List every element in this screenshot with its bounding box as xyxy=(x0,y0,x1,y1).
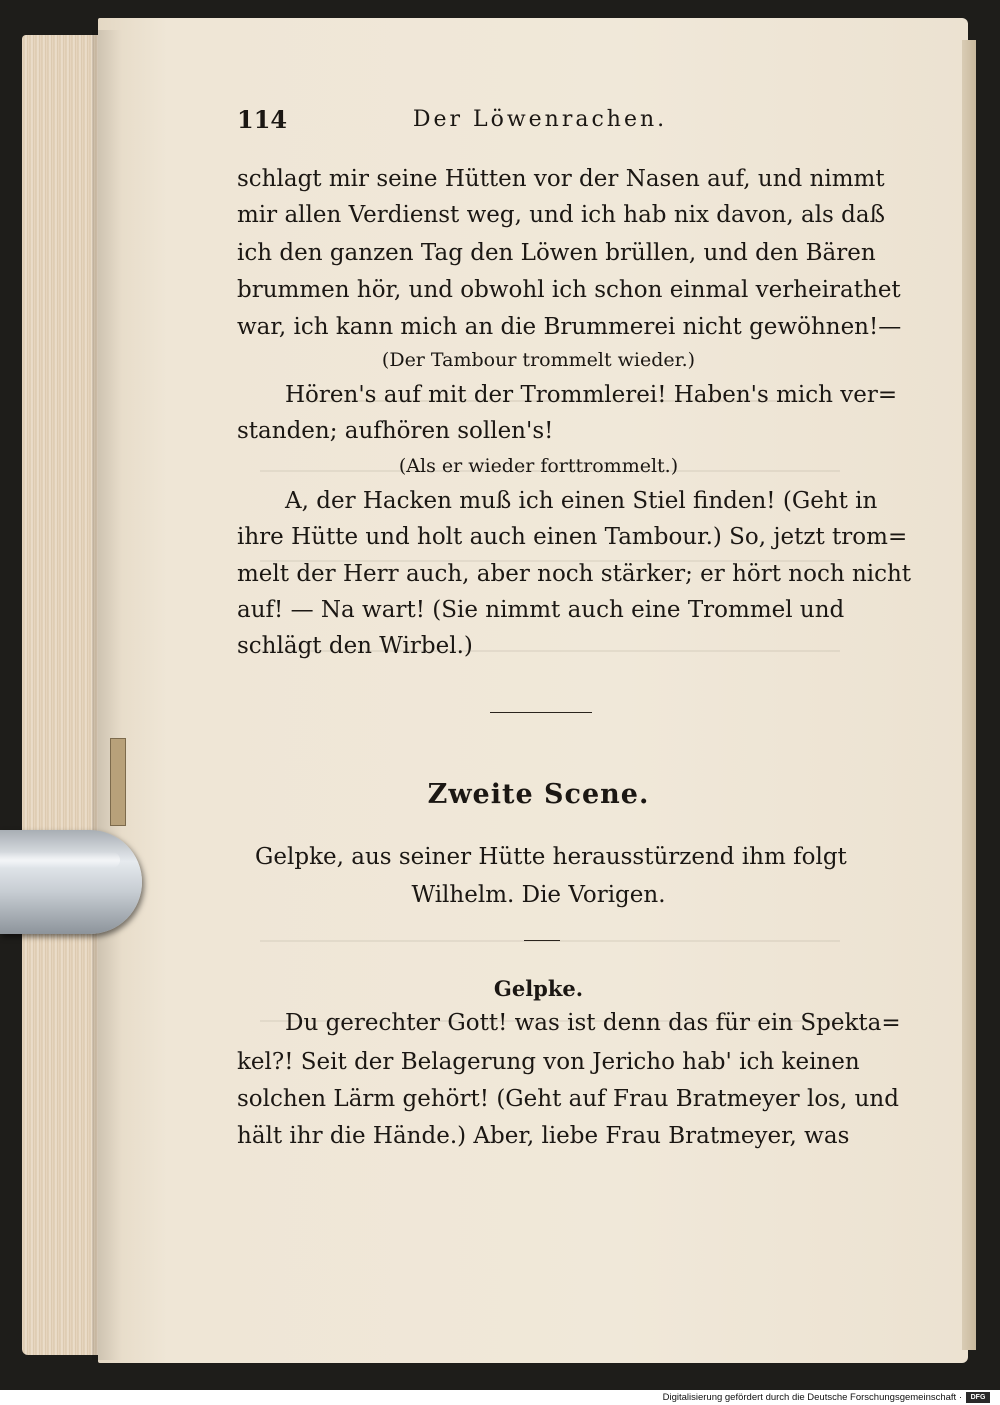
stage-direction: (Der Tambour trommelt wieder.) xyxy=(381,349,696,371)
text-line: schlägt den Wirbel.) xyxy=(237,633,473,659)
book-clip-highlight xyxy=(0,852,120,868)
text-line: brummen hör, und obwohl ich schon einmal verheirathet xyxy=(237,277,901,303)
dfg-logo: DFG xyxy=(966,1392,990,1403)
scene-description: Gelpke, aus seiner Hütte herausstürzend ihm folgt xyxy=(255,844,847,870)
running-head: Der Löwenrachen. xyxy=(412,107,668,132)
bookmark-tab xyxy=(110,738,126,826)
text-line: Hören's auf mit der Trommlerei! Haben's mich ver= xyxy=(285,382,898,408)
text-line: war, ich kann mich an die Brummerei nicht gewöhnen!— xyxy=(237,314,902,340)
scene-description: Wilhelm. Die Vorigen. xyxy=(411,882,666,908)
text-line: ihre Hütte und holt auch einen Tambour.) So, jetzt trom= xyxy=(237,524,908,550)
section-divider xyxy=(490,712,592,713)
page-number: 114 xyxy=(237,105,288,134)
text-line: standen; aufhören sollen's! xyxy=(237,418,554,444)
text-line: A, der Hacken muß ich einen Stiel finden! (Geht in xyxy=(285,488,878,514)
text-line: melt der Herr auch, aber noch stärker; er hört noch nicht xyxy=(237,561,912,587)
text-line: schlagt mir seine Hütten vor der Nasen auf, und nimmt xyxy=(237,166,885,192)
text-line: ich den ganzen Tag den Löwen brüllen, und den Bären xyxy=(237,240,876,266)
text-line: hält ihr die Hände.) Aber, liebe Frau Bratmeyer, was xyxy=(237,1123,850,1149)
text-line: auf! — Na wart! (Sie nimmt auch eine Trommel und xyxy=(237,597,845,623)
text-line: mir allen Verdienst weg, und ich hab nix davon, als daß xyxy=(237,202,885,228)
character-heading: Gelpke. xyxy=(493,976,584,1001)
footer-credit: Digitalisierung gefördert durch die Deutsche Forschungsgemeinschaft · xyxy=(662,1392,962,1403)
stage-direction: (Als er wieder forttrommelt.) xyxy=(398,455,679,477)
next-page-edge xyxy=(962,40,976,1350)
text-line: kel?! Seit der Belagerung von Jericho hab' ich keinen xyxy=(237,1049,860,1075)
text-line: Du gerechter Gott! was ist denn das für ein Spekta= xyxy=(285,1010,901,1036)
gutter-shadow xyxy=(92,30,122,1360)
section-divider xyxy=(524,940,560,941)
scene-title: Zweite Scene. xyxy=(427,779,650,810)
book-clip xyxy=(0,830,142,934)
text-line: solchen Lärm gehört! (Geht auf Frau Bratmeyer los, und xyxy=(237,1086,899,1112)
